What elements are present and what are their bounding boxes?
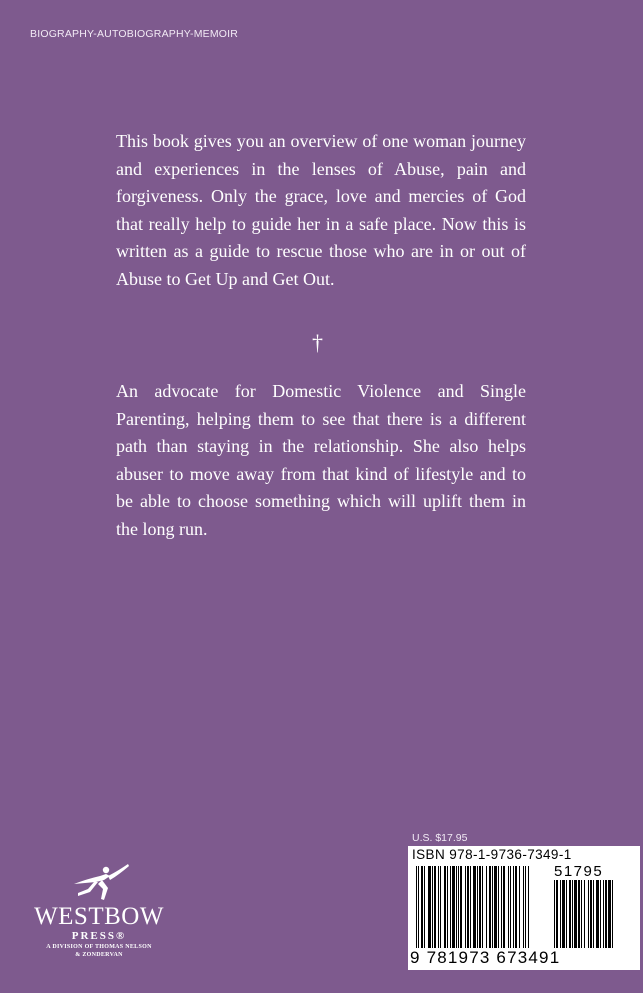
price-label: U.S. $17.95 xyxy=(412,832,468,844)
price-code-text: 51795 xyxy=(554,863,604,880)
publisher-logo xyxy=(24,862,174,972)
barcode-bar xyxy=(529,866,530,948)
publisher-division-line2: & ZONDERVAN xyxy=(75,952,123,958)
publisher-press: PRESS® xyxy=(71,930,127,942)
ean-text: 9 781973 673491 xyxy=(410,948,561,967)
barcode-addon-bars xyxy=(554,880,636,948)
cross-symbol: † xyxy=(312,330,323,355)
book-description: This book gives you an overview of one woman journey and experiences in the lenses of Abuse, pain and forgiveness. Only the grace, love and mercies of God that really help to guide her in a safe place. Now this is written as a guide to rescue those who are in or out of Abuse to Get Up and Get Out. xyxy=(116,131,526,289)
barcode-bars xyxy=(416,866,544,948)
publisher-division xyxy=(24,943,174,959)
author-bio: An advocate for Domestic Violence and Single Parenting, helping them to see that there is a different path than staying in the relationship. She also helps abuser to move away from that kind of lifestyle and to be able to choose something which will uplift them in the long run. xyxy=(116,381,526,539)
category-label: BIOGRAPHY-AUTOBIOGRAPHY-MEMOIR xyxy=(30,28,239,40)
publisher-division-line1: A DIVISION OF THOMAS NELSON xyxy=(46,944,152,950)
barcode-bar xyxy=(612,880,613,948)
publisher-name: WESTBOW xyxy=(34,903,164,930)
barcode-box xyxy=(408,846,640,970)
leaping-figure-icon xyxy=(66,862,132,906)
isbn-text: ISBN 978-1-9736-7349-1 xyxy=(412,847,572,862)
